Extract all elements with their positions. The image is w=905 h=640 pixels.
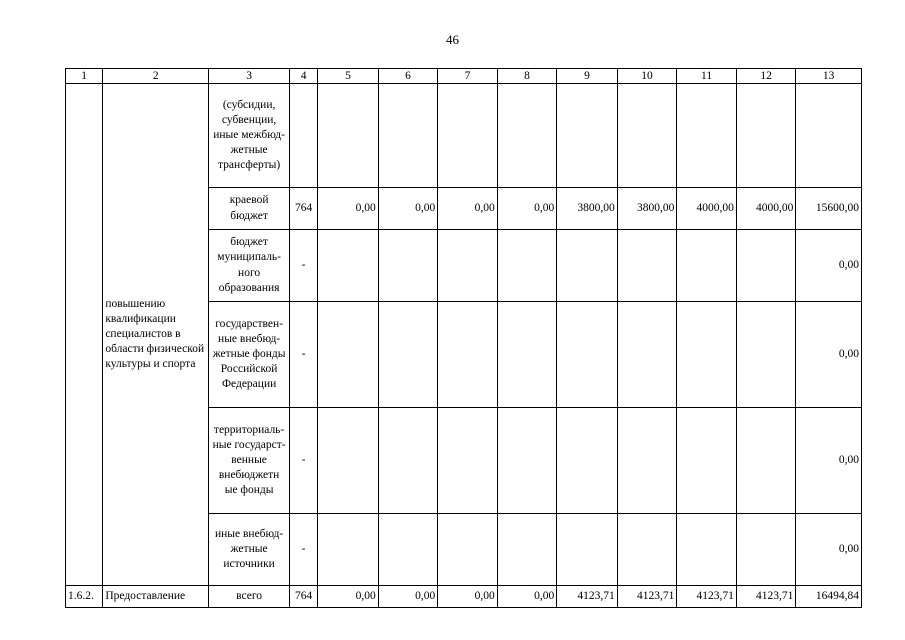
column-header: 11: [677, 69, 737, 84]
budget-code: 764: [289, 586, 317, 608]
value-cell: [736, 84, 796, 188]
value-cell: 4123,71: [557, 586, 618, 608]
budget-code: -: [289, 408, 317, 514]
page-number: 46: [446, 32, 459, 47]
table-row: [66, 84, 862, 188]
value-cell: [736, 408, 796, 514]
value-cell: [557, 84, 618, 188]
value-cell: 3800,00: [557, 188, 618, 230]
value-cell: 15600,00: [796, 188, 862, 230]
funding-source: бюджет муниципаль-ного образования: [209, 230, 290, 302]
value-cell: [557, 302, 618, 408]
value-cell: 0,00: [497, 586, 557, 608]
value-cell: [378, 230, 438, 302]
value-cell: [318, 514, 379, 586]
value-cell: 0,00: [318, 188, 379, 230]
value-cell: 0,00: [796, 514, 862, 586]
value-cell: [497, 84, 557, 188]
value-cell: 4123,71: [736, 586, 796, 608]
value-cell: 0,00: [796, 302, 862, 408]
budget-code: -: [289, 230, 317, 302]
value-cell: [617, 230, 677, 302]
value-cell: 4000,00: [736, 188, 796, 230]
funding-source: иные внебюд-жетные источники: [209, 514, 290, 586]
value-cell: [617, 514, 677, 586]
value-cell: [318, 230, 379, 302]
value-cell: [497, 408, 557, 514]
value-cell: [677, 514, 737, 586]
column-header-row: [66, 69, 862, 84]
value-cell: [677, 302, 737, 408]
value-cell: [497, 302, 557, 408]
budget-code: [289, 84, 317, 188]
funding-source: (субсидии, субвенции, иные межбюд-жетные трансферты): [209, 84, 290, 188]
value-cell: 0,00: [796, 230, 862, 302]
value-cell: 0,00: [378, 586, 438, 608]
value-cell: [677, 84, 737, 188]
value-cell: [677, 230, 737, 302]
value-cell: 0,00: [796, 408, 862, 514]
value-cell: [318, 302, 379, 408]
column-header: 1: [66, 69, 103, 84]
value-cell: 4123,71: [677, 586, 737, 608]
column-header: 13: [796, 69, 862, 84]
value-cell: [497, 514, 557, 586]
column-header: 3: [209, 69, 290, 84]
value-cell: 0,00: [378, 188, 438, 230]
item-description: повышению квалификации специалистов в области физической культуры и спорта: [103, 84, 209, 586]
value-cell: [438, 514, 498, 586]
item-number-cell: [66, 84, 103, 586]
funding-source: территориаль-ные государст-венные внебюджетн ые фонды: [209, 408, 290, 514]
budget-table: [65, 68, 862, 608]
value-cell: 4000,00: [677, 188, 737, 230]
item-description: Предоставление: [103, 586, 209, 608]
value-cell: [557, 230, 618, 302]
value-cell: [318, 408, 379, 514]
value-cell: [497, 230, 557, 302]
column-header: 6: [378, 69, 438, 84]
value-cell: [438, 302, 498, 408]
value-cell: [557, 514, 618, 586]
value-cell: [736, 302, 796, 408]
value-cell: 3800,00: [617, 188, 677, 230]
column-header: 2: [103, 69, 209, 84]
column-header: 7: [438, 69, 498, 84]
value-cell: [438, 408, 498, 514]
value-cell: [378, 84, 438, 188]
value-cell: [438, 84, 498, 188]
value-cell: 0,00: [318, 586, 379, 608]
column-header: 4: [289, 69, 317, 84]
table-row: [66, 586, 862, 608]
value-cell: 0,00: [438, 188, 498, 230]
value-cell: [318, 84, 379, 188]
value-cell: [438, 230, 498, 302]
funding-source: государствен-ные внебюд-жетные фонды Российской Федерации: [209, 302, 290, 408]
column-header: 5: [318, 69, 379, 84]
value-cell: [796, 84, 862, 188]
item-number: 1.6.2.: [66, 586, 103, 608]
value-cell: [378, 514, 438, 586]
column-header: 8: [497, 69, 557, 84]
value-cell: 16494,84: [796, 586, 862, 608]
column-header: 9: [557, 69, 618, 84]
value-cell: [378, 408, 438, 514]
value-cell: [677, 408, 737, 514]
budget-code: -: [289, 514, 317, 586]
value-cell: 0,00: [497, 188, 557, 230]
column-header: 10: [617, 69, 677, 84]
value-cell: [617, 302, 677, 408]
value-cell: [617, 408, 677, 514]
value-cell: [617, 84, 677, 188]
value-cell: [736, 230, 796, 302]
funding-source: всего: [209, 586, 290, 608]
value-cell: [378, 302, 438, 408]
budget-code: -: [289, 302, 317, 408]
value-cell: 4123,71: [617, 586, 677, 608]
budget-code: 764: [289, 188, 317, 230]
value-cell: [557, 408, 618, 514]
funding-source: краевой бюджет: [209, 188, 290, 230]
value-cell: 0,00: [438, 586, 498, 608]
value-cell: [736, 514, 796, 586]
column-header: 12: [736, 69, 796, 84]
